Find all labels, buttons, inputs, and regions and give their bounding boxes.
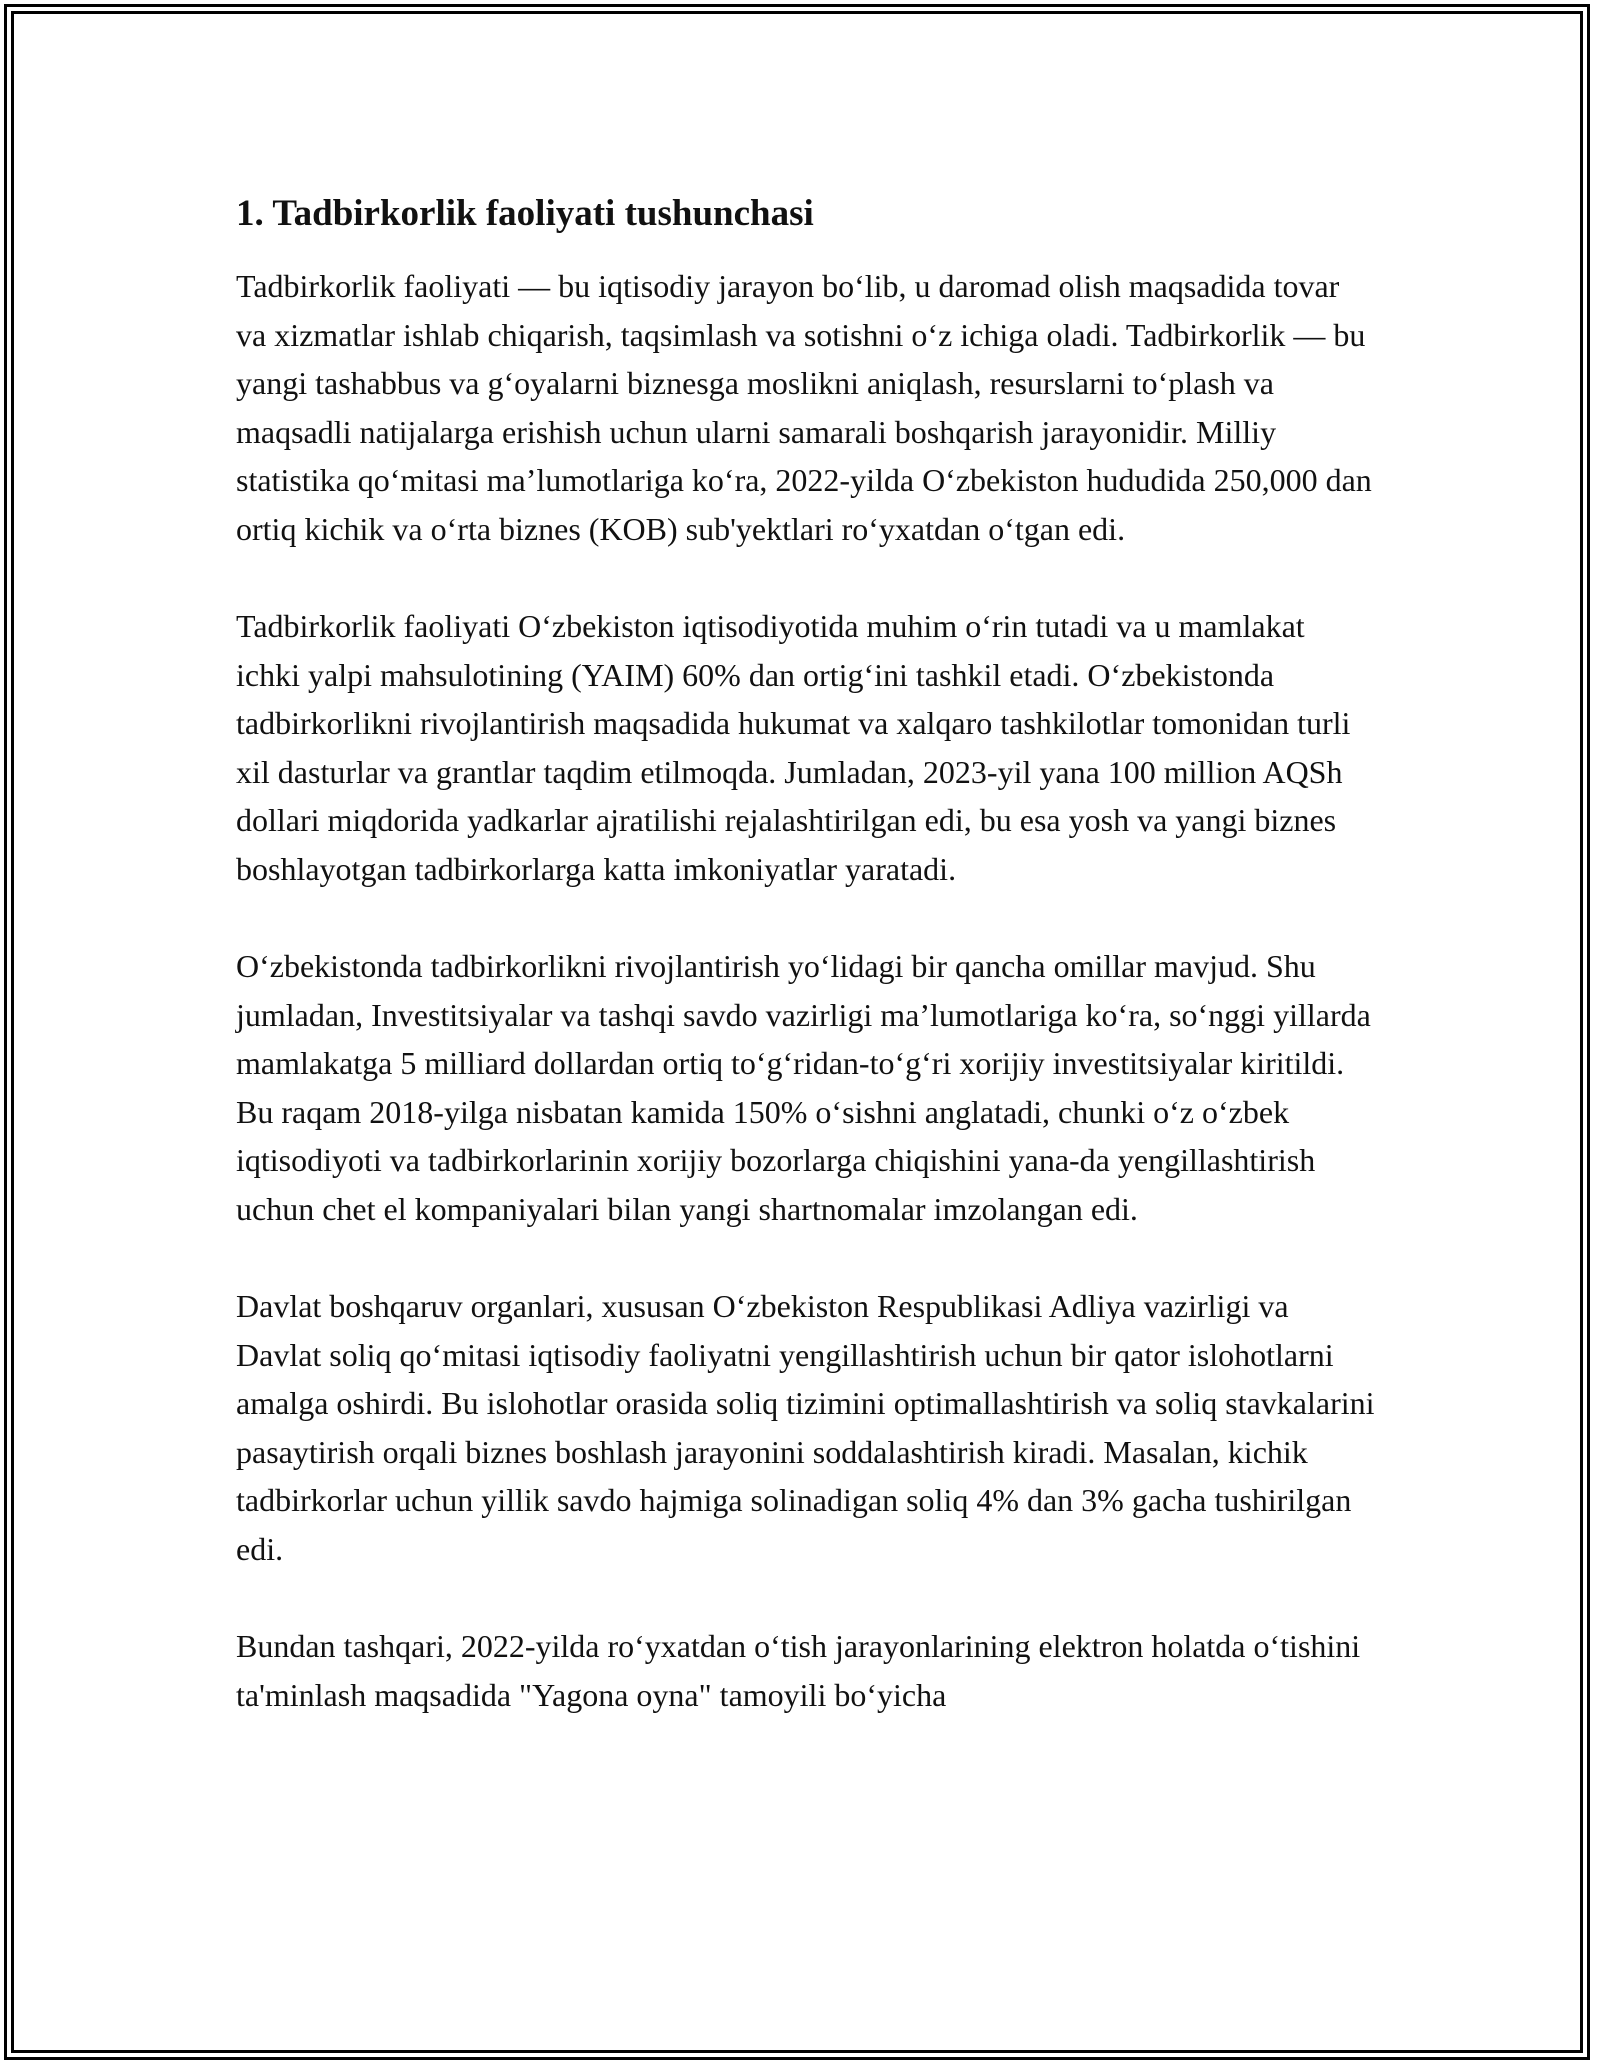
document-body [236,188,1376,1768]
paragraph-1: Tadbirkorlik faoliyati — bu iqtisodiy jarayon bo‘lib, u daromad olish maqsadida tovar va xizmatlar ishlab chiqarish, taqsimlash va sotishni o‘z ichiga oladi. Tadbirkorlik — bu yangi tashabbus va g‘oyalarni biznesga moslikni aniqlash, resurslarni to‘plash va maqsadli natijalarga erishish uchun ularni samarali boshqarish jarayonidir. Milliy statistika qo‘mitasi ma’lumotlariga ko‘ra, 2022-yilda O‘zbekiston hududida 250,000 dan ortiq kichik va o‘rta biznes (KOB) sub'yektlari ro‘yxatdan o‘tgan edi. [236,268,1372,547]
section-heading: 1. Tadbirkorlik faoliyati tushunchasi [236,193,814,234]
paragraph-3: O‘zbekistonda tadbirkorlikni rivojlantirish yo‘lidagi bir qancha omillar mavjud. Shu jumladan, Investitsiyalar va tashqi savdo vazirligi ma’lumotlariga ko‘ra, so‘nggi yillarda mamlakatga 5 milliard dollardan ortiq to‘g‘ridan-to‘g‘ri xorijiy investitsiyalar kiritildi. Bu raqam 2018-yilga nisbatan kamida 150% o‘sishni anglatadi, chunki o‘z o‘zbek iqtisodiyoti va tadbirkorlarinin xorijiy bozorlarga chiqishini yana-da yengillashtirish uchun chet el kompaniyalari bilan yangi shartnomalar imzolangan edi. [236,948,1371,1227]
paragraph-4: Davlat boshqaruv organlari, xususan O‘zbekiston Respublikasi Adliya vazirligi va Davlat soliq qo‘mitasi iqtisodiy faoliyatni yengillashtirish uchun bir qator islohotlarni amalga oshirdi. Bu islohotlar orasida soliq tizimini optimallashtirish va soliq stavkalarini pasaytirish orqali biznes boshlash jarayonini soddalashtirish kiradi. Masalan, kichik tadbirkorlar uchun yillik savdo hajmiga solinadigan soliq 4% dan 3% gacha tushirilgan edi. [236,1288,1375,1567]
paragraph-5: Bundan tashqari, 2022-yilda ro‘yxatdan o‘tish jarayonlarining elektron holatda o‘tishini ta'minlash maqsadida "Yagona oyna" tamoyili bo‘yicha [236,1628,1361,1713]
paragraph-2: Tadbirkorlik faoliyati O‘zbekiston iqtisodiyotida muhim o‘rin tutadi va u mamlakat ichki yalpi mahsulotining (YAIM) 60% dan ortig‘ini tashkil etadi. O‘zbekistonda tadbirkorlikni rivojlantirish maqsadida hukumat va xalqaro tashkilotlar tomonidan turli xil dasturlar va grantlar taqdim etilmoqda. Jumladan, 2023-yil yana 100 million AQSh dollari miqdorida yadkarlar ajratilishi rejalashtirilgan edi, bu esa yosh va yangi biznes boshlayotgan tadbirkorlarga katta imkoniyatlar yaratadi. [236,608,1351,887]
